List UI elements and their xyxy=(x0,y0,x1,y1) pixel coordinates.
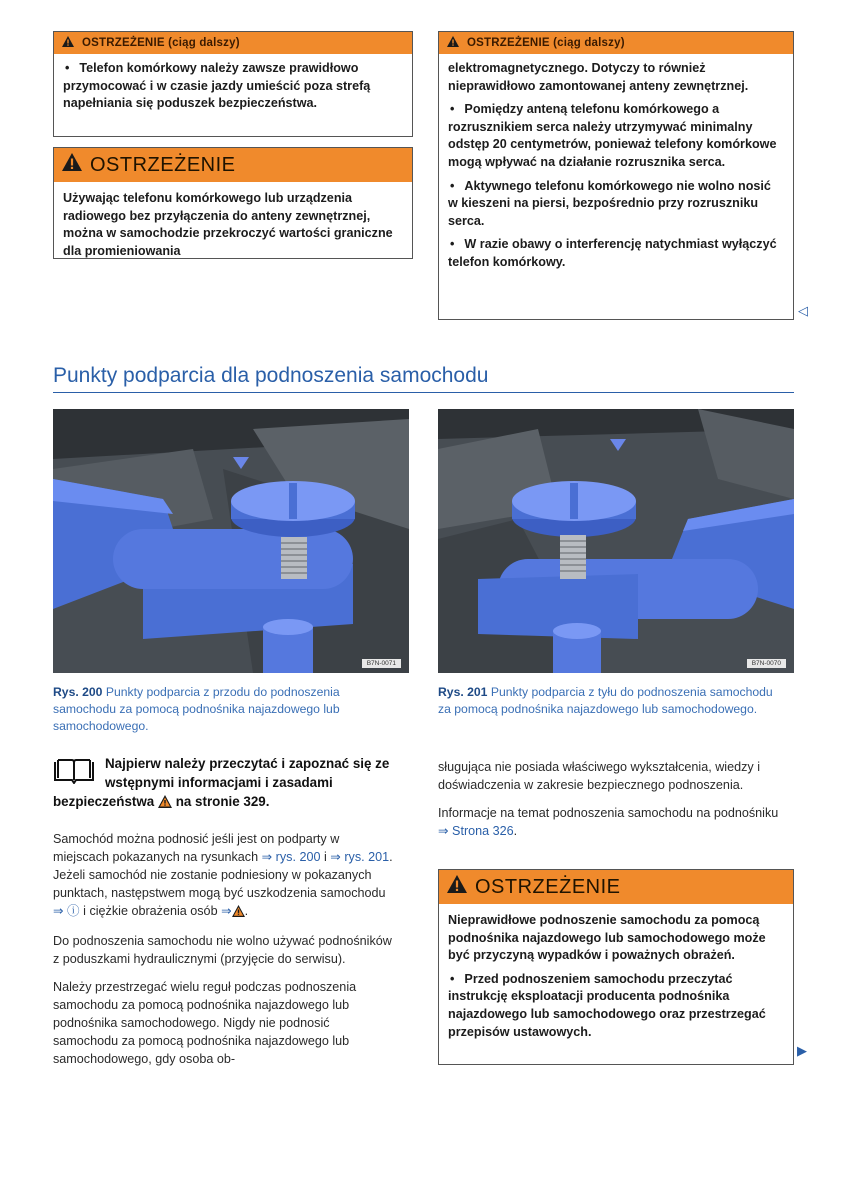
paragraph: Należy przestrzegać wielu reguł podczas podnoszenia samochodu za pomocą podnośnika najazdowego lub podnośnika samochodowego. Nigdy nie podnosić samochodu za pomocą podnośnika najazdowego lub samochodowego, gdy osoba ob- xyxy=(53,980,357,1066)
warning-triangle-icon xyxy=(447,875,467,899)
warning-triangle-icon xyxy=(447,36,459,50)
read-first-note xyxy=(53,754,393,813)
warning-bullet: • Aktywnego telefonu komórkowego nie wolno nosić w kieszeni na piersi, bezpośrednio przy rozruszniku serca. xyxy=(448,178,784,231)
book-icon xyxy=(53,758,95,789)
figure-caption-201 xyxy=(438,684,788,718)
warning-header xyxy=(54,32,412,54)
text: Samochód można podnosić jeśli jest on podparty w miejscach pokazanych na rysunkach xyxy=(53,832,340,864)
figure-front-lift-point xyxy=(53,409,409,673)
page-reference: na stronie 329. xyxy=(175,794,270,809)
figure-link[interactable]: ⇒ rys. 201 xyxy=(330,850,390,864)
figure-link[interactable]: ⇒ rys. 200 xyxy=(261,850,321,864)
figure-label: Rys. 201 xyxy=(438,685,488,699)
warning-box-continued-left xyxy=(53,31,413,137)
paragraph: Samochód można podnosić jeśli jest on podparty w miejscach pokazanych na rysunkach ⇒ rys. 200 i ⇒ rys. 201. Jeżeli samochód nie zostanie podniesiony w pokazanych punktach, następstwem mogą być uszkodzenia samochodu ⇒ ⓘ i ciężkie obrażenia osób ⇒ . xyxy=(53,830,398,922)
left-body-text xyxy=(53,830,398,1078)
note-link[interactable]: ⇒ ⓘ xyxy=(53,904,80,918)
text: . xyxy=(513,824,518,838)
warning-intro: Nieprawidłowe podnoszenie samochodu za pomocą podnośnika najazdowego lub samochodowego może być przyczyną wypadków i poważnych obrażeń. xyxy=(448,913,766,963)
text: . Jeżeli samochód nie zostanie podniesiony w pokazanych punktach, następstwem mogą być uszkodzenia samochodu xyxy=(53,850,393,900)
text: Informacje na temat podnoszenia samochodu na podnośniku xyxy=(438,806,779,820)
figure-caption-200 xyxy=(53,684,403,735)
warning-bullet: • Przed podnoszeniem samochodu przeczytać instrukcję eksploatacji producenta podnośnika najazdowego lub samochodowego oraz przestrzegać przepisów ustawowych. xyxy=(448,971,784,1041)
paragraph: Do podnoszenia samochodu nie wolno używać podnośników z poduszkami hydraulicznymi (przyjęcie do serwisu). xyxy=(53,934,392,966)
continue-mark: ▶ xyxy=(797,1043,807,1058)
warning-header xyxy=(439,870,793,904)
warning-box-radio xyxy=(53,147,413,259)
page-link[interactable]: ⇒ Strona 326 xyxy=(438,824,514,838)
section-end-mark: ◁ xyxy=(798,303,808,318)
warning-intro: elektromagnetycznego. Dotyczy to również nieprawidłowo zamontowanej anteny zewnętrznej. xyxy=(448,61,749,93)
section-title: Punkty podparcia dla podnoszenia samochodu xyxy=(53,364,794,393)
warning-header-text: OSTRZEŻENIE (ciąg dalszy) xyxy=(467,37,625,49)
warning-triangle-icon[interactable] xyxy=(232,904,245,922)
warning-bullet: • Telefon komórkowy należy zawsze prawidłowo przymocować i w czasie jazdy umieścić poza strefą napełniania się poduszek bezpieczeństwa. xyxy=(63,60,403,113)
warning-header-text: OSTRZEŻENIE xyxy=(90,153,236,176)
warning-header-text: OSTRZEŻENIE xyxy=(475,875,621,898)
warning-bullet: • W razie obawy o interferencję natychmiast wyłączyć telefon komórkowy. xyxy=(448,236,784,271)
caption-text: Punkty podparcia z przodu do podnoszenia samochodu za pomocą podnośnika najazdowego lub samochodowego. xyxy=(53,685,340,733)
right-body-text xyxy=(438,758,783,850)
warning-triangle-icon xyxy=(62,153,82,177)
warning-header xyxy=(439,32,793,54)
warning-header xyxy=(54,148,412,182)
warning-box-continued-right xyxy=(438,31,794,320)
warning-link[interactable]: ⇒ xyxy=(221,904,232,918)
text: i ciężkie obrażenia osób xyxy=(83,904,218,918)
paragraph xyxy=(438,804,783,840)
warning-triangle-icon xyxy=(62,36,74,50)
figure-code: B7N-0070 xyxy=(747,659,786,668)
warning-bullet: • Pomiędzy anteną telefonu komórkowego a rozrusznikiem serca należy utrzymywać minimalny odstęp 20 centymetrów, ponieważ telefony komórkowe mogą wpływać na działanie rozrusznika serca. xyxy=(448,101,784,171)
warning-triangle-icon xyxy=(158,794,172,813)
warning-box-lifting xyxy=(438,869,794,1065)
figure-label: Rys. 200 xyxy=(53,685,103,699)
warning-text: Używając telefonu komórkowego lub urządzenia radiowego bez przyłączenia do anteny zewnętrznej, można w samochodzie przekroczyć wartości graniczne dla promieniowania xyxy=(63,191,393,258)
rear-lift-illustration xyxy=(438,409,794,673)
read-first-text: Najpierw należy przeczytać i zapoznać się ze wstępnymi informacjami i zasadami bezpieczeństwa xyxy=(53,756,390,809)
paragraph: sługująca nie posiada właściwego wykształcenia, wiedzy i doświadczenia w zakresie bezpiecznego podnoszenia. xyxy=(438,760,761,792)
warning-header-text: OSTRZEŻENIE (ciąg dalszy) xyxy=(82,37,240,49)
text: i xyxy=(323,850,327,864)
figure-rear-lift-point xyxy=(438,409,794,673)
front-lift-illustration xyxy=(53,409,409,673)
figure-code: B7N-0071 xyxy=(362,659,401,668)
caption-text: Punkty podparcia z tyłu do podnoszenia samochodu za pomocą podnośnika najazdowego lub samochodowego. xyxy=(438,685,773,716)
